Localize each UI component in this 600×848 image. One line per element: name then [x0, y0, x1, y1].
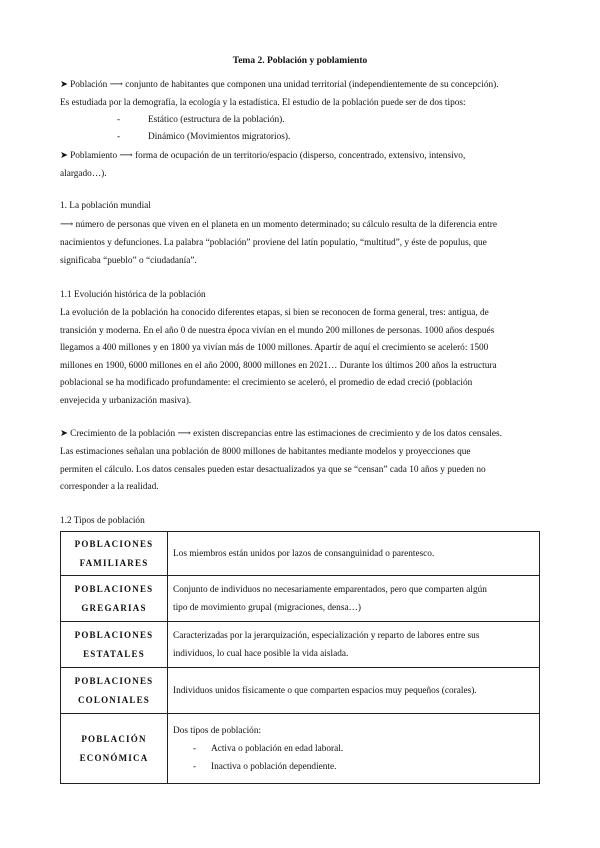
list-item: - Inactiva o población dependiente. — [193, 761, 337, 772]
list-item-dash: - — [117, 132, 121, 142]
paragraph-line: llegamos a 400 millones y en 1800 ya vivían más de 1000 millones. Apartir de aquí el crecimiento se aceleró: 1500 — [60, 343, 489, 353]
row-description: Conjunto de individuos no necesariamente emparentados, pero que comparten algún tipo de movimiento grupal (migraciones, densa…) — [168, 576, 540, 622]
tipos-poblacion-table — [60, 531, 540, 784]
section-1-1-heading: 1.1 Evolución histórica de la población — [60, 290, 206, 300]
paragraph-line: nacimientos y defunciones. La palabra “población” proviene del latín populatio, “multitud”, y éste de populus, que — [60, 238, 487, 248]
table-row — [61, 532, 540, 576]
table-row — [61, 576, 540, 622]
paragraph-line: transición y moderna. En el año 0 de nuestra época vivían en el mundo 200 millones de personas. 1000 años después — [60, 326, 495, 336]
row-description: Dos tipos de población: - Activa o población en edad laboral. - Inactiva o población dependiente. — [168, 714, 540, 784]
row-label: POBLACIONES FAMILIARES — [61, 532, 168, 576]
paragraph-line: La evolución de la población ha conocido diferentes etapas, si bien se reconocen de forma general, tres: antigua, de — [60, 308, 489, 318]
crecimiento-line: Las estimaciones señalan una población de 8000 millones de habitantes mediante modelos y proyecciones que — [60, 447, 471, 457]
row-label: POBLACIONES ESTATALES — [61, 622, 168, 668]
poblacion-definition-line2: Es estudiada por la demografía, la ecología y la estadística. El estudio de la población puede ser de dos tipos: — [60, 98, 466, 108]
paragraph-line: poblacional se ha modificado profundamente: el crecimiento se aceleró, el promedio de edad creció (población — [60, 378, 473, 388]
document-title: Tema 2. Población y poblamiento — [232, 56, 368, 66]
paragraph-line: ⟶ número de personas que viven en el planeta en un momento determinado; su cálculo resulta de la diferencia entre — [60, 220, 497, 230]
section-1-2-heading: 1.2 Tipos de población — [60, 516, 145, 526]
paragraph-line: envejecida y urbanización masiva). — [60, 396, 192, 406]
tipo-estatico: Estático (estructura de la población). — [148, 115, 285, 125]
crecimiento-line: permiten el cálculo. Los datos censales pueden estar desactualizados ya que se “censan” cada 10 años y pueden no — [60, 465, 486, 475]
section-1-heading: 1. La población mundial — [60, 201, 151, 211]
row-description: Los miembros están unidos por lazos de consanguinidad o parentesco. — [168, 532, 540, 576]
crecimiento-line: ➤ Crecimiento de la población ⟶ existen discrepancias entre las estimaciones de crecimiento y de los datos censales. — [60, 429, 502, 439]
row-description: Individuos unidos físicamente o que comparten espacios muy pequeños (corales). — [168, 668, 540, 714]
crecimiento-line: corresponder a la realidad. — [60, 482, 159, 492]
row-label: POBLACIÓN ECONÓMICA — [61, 714, 168, 784]
poblamiento-definition-line2: alargado…). — [60, 169, 107, 179]
row-label: POBLACIONES GREGARIAS — [61, 576, 168, 622]
table-row — [61, 714, 540, 784]
list-item: - Activa o población en edad laboral. — [193, 743, 344, 754]
paragraph-line: millones en 1900, 6000 millones en el año 2000, 8000 millones en 2021… Durante los últimos 200 años la estructura — [60, 361, 497, 371]
tipo-dinamico: Dinámico (Movimientos migratorios). — [148, 132, 291, 142]
table-row — [61, 668, 540, 714]
table-row — [61, 622, 540, 668]
row-description: Caracterizadas por la jerarquización, especialización y reparto de labores entre sus individuos, lo cual hace posible la vida aislada. — [168, 622, 540, 668]
paragraph-line: significaba “pueblo” o “ciudadanía”. — [60, 256, 197, 266]
row-label: POBLACIONES COLONIALES — [61, 668, 168, 714]
poblacion-definition-line1: ➤ Población ⟶ conjunto de habitantes que componen una unidad territorial (independientemente de su concepción). — [60, 80, 499, 90]
poblamiento-definition-line1: ➤ Poblamiento ⟶ forma de ocupación de un territorio/espacio (disperso, concentrado, extensivo, intensivo, — [60, 151, 466, 161]
list-item-dash: - — [117, 115, 121, 125]
